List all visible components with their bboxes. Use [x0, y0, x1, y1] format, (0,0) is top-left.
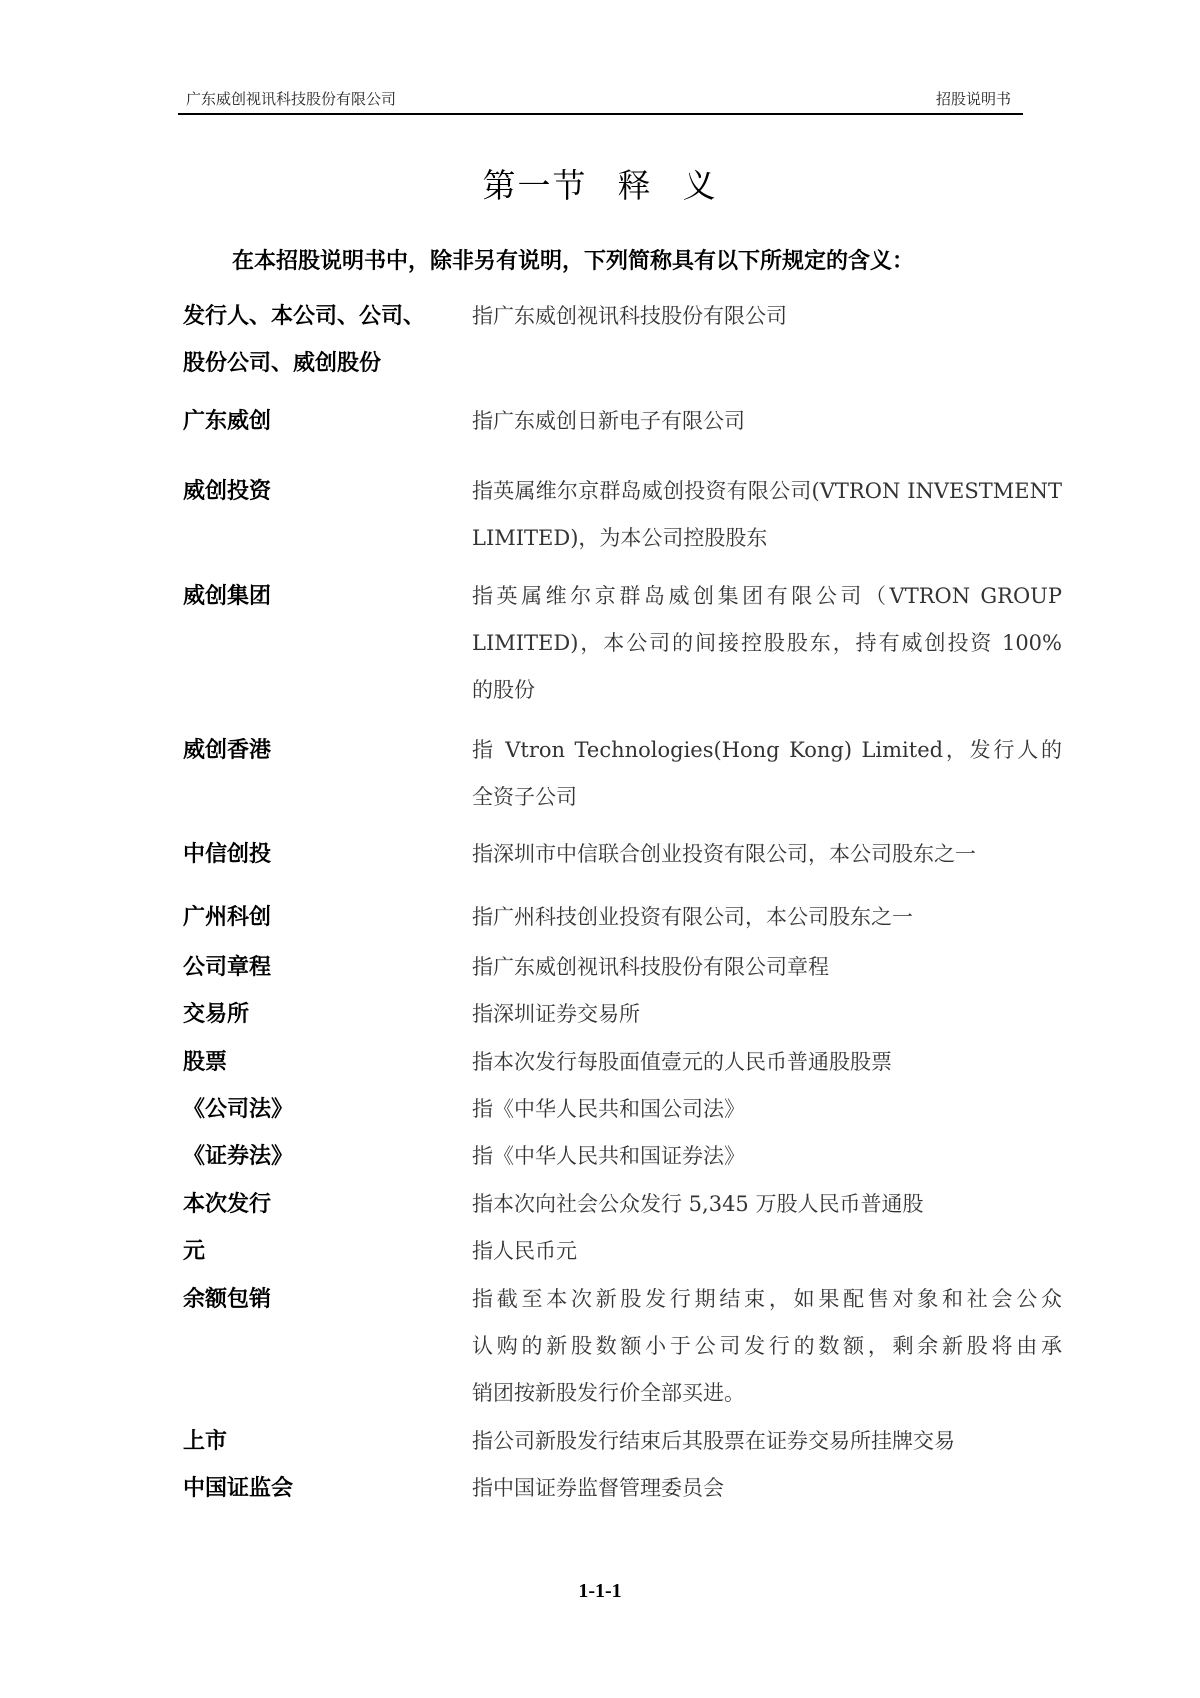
definition-term	[183, 293, 425, 387]
definition-text	[472, 573, 1062, 714]
header-document-type: 招股说明书	[935, 90, 1011, 108]
definition-line: 指《中华人民共和国公司法》	[472, 1097, 745, 1121]
definition-text	[472, 1181, 1062, 1228]
definition-line: 指广州科技创业投资有限公司，本公司股东之一	[472, 905, 913, 929]
definition-text	[472, 1228, 1062, 1275]
definition-line: 指广东威创日新电子有限公司	[472, 409, 745, 433]
definition-line: 全资子公司	[472, 785, 577, 809]
definition-line: 指《中华人民共和国证券法》	[472, 1144, 745, 1168]
definition-term: 广东威创	[183, 409, 272, 434]
definition-term: 《证券法》	[183, 1144, 294, 1169]
definition-text	[472, 1465, 1062, 1512]
definition-term: 威创投资	[183, 479, 272, 504]
section-title-word-2: 义	[682, 166, 718, 205]
definition-term: 本次发行	[183, 1192, 272, 1217]
definition-text	[472, 727, 1062, 821]
definition-line: 指深圳证券交易所	[472, 1002, 640, 1026]
definition-line: 指英属维尔京群岛威创集团有限公司（VTRON GROUP	[472, 584, 1062, 608]
definition-text	[472, 1418, 1062, 1465]
definition-text	[472, 1133, 1062, 1180]
intro-paragraph: 在本招股说明书中，除非另有说明，下列简称具有以下所规定的含义：	[232, 249, 915, 274]
definition-line: 指深圳市中信联合创业投资有限公司，本公司股东之一	[472, 842, 976, 866]
definition-line: 认购的新股数额小于公司发行的数额，剩余新股将由承	[472, 1334, 1062, 1358]
definition-term: 交易所	[183, 1002, 250, 1027]
definition-term: 威创香港	[183, 738, 272, 763]
definition-line: 指 Vtron Technologies(Hong Kong) Limited，发行人的	[472, 738, 1062, 762]
definition-line: LIMITED)，本公司的间接控股股东，持有威创投资 100%	[472, 631, 1062, 655]
definition-line: 指广东威创视讯科技股份有限公司	[472, 304, 787, 328]
definition-line: LIMITED)，为本公司控股股东	[472, 526, 768, 550]
definition-line: 指公司新股发行结束后其股票在证券交易所挂牌交易	[472, 1429, 955, 1453]
definition-text	[472, 991, 1062, 1038]
definition-term: 《公司法》	[183, 1097, 294, 1122]
definition-line: 销团按新股发行价全部买进。	[472, 1381, 745, 1405]
definition-term: 中信创投	[183, 842, 272, 867]
section-title-number: 第一节	[482, 166, 588, 205]
definition-text	[472, 831, 1062, 878]
definition-term: 威创集团	[183, 584, 272, 609]
page-header	[178, 86, 1023, 115]
definition-line: 指广东威创视讯科技股份有限公司章程	[472, 955, 829, 979]
header-company-name: 广东威创视讯科技股份有限公司	[186, 90, 397, 108]
term-line: 股份公司、威创股份	[183, 351, 382, 376]
definition-text	[472, 293, 1062, 340]
definition-line: 指中国证券监督管理委员会	[472, 1476, 724, 1500]
definition-text	[472, 468, 1062, 562]
definition-text	[472, 398, 1062, 445]
page-number: 1-1-1	[578, 1580, 622, 1602]
section-title-word-1: 释	[617, 166, 653, 205]
definition-term: 广州科创	[183, 905, 272, 930]
definition-line: 指英属维尔京群岛威创投资有限公司(VTRON INVESTMENT	[472, 479, 1062, 503]
definition-text	[472, 1086, 1062, 1133]
definition-term: 余额包销	[183, 1287, 272, 1312]
definition-term: 上市	[183, 1429, 228, 1454]
definition-term: 元	[183, 1239, 206, 1264]
definition-line: 指本次发行每股面值壹元的人民币普通股股票	[472, 1050, 892, 1074]
definition-text	[472, 944, 1062, 991]
definition-text	[472, 894, 1062, 941]
definition-term: 公司章程	[183, 955, 272, 980]
definition-term: 中国证监会	[183, 1476, 294, 1501]
definition-line: 指人民币元	[472, 1239, 577, 1263]
definition-term: 股票	[183, 1050, 228, 1075]
definition-line: 指本次向社会公众发行 5,345 万股人民币普通股	[472, 1192, 924, 1216]
definition-line: 的股份	[472, 678, 535, 702]
definition-line: 指截至本次新股发行期结束，如果配售对象和社会公众	[472, 1287, 1062, 1311]
section-title	[0, 160, 1200, 207]
term-line: 发行人、本公司、公司、	[183, 304, 426, 329]
definition-text	[472, 1276, 1062, 1417]
definition-text	[472, 1039, 1062, 1086]
